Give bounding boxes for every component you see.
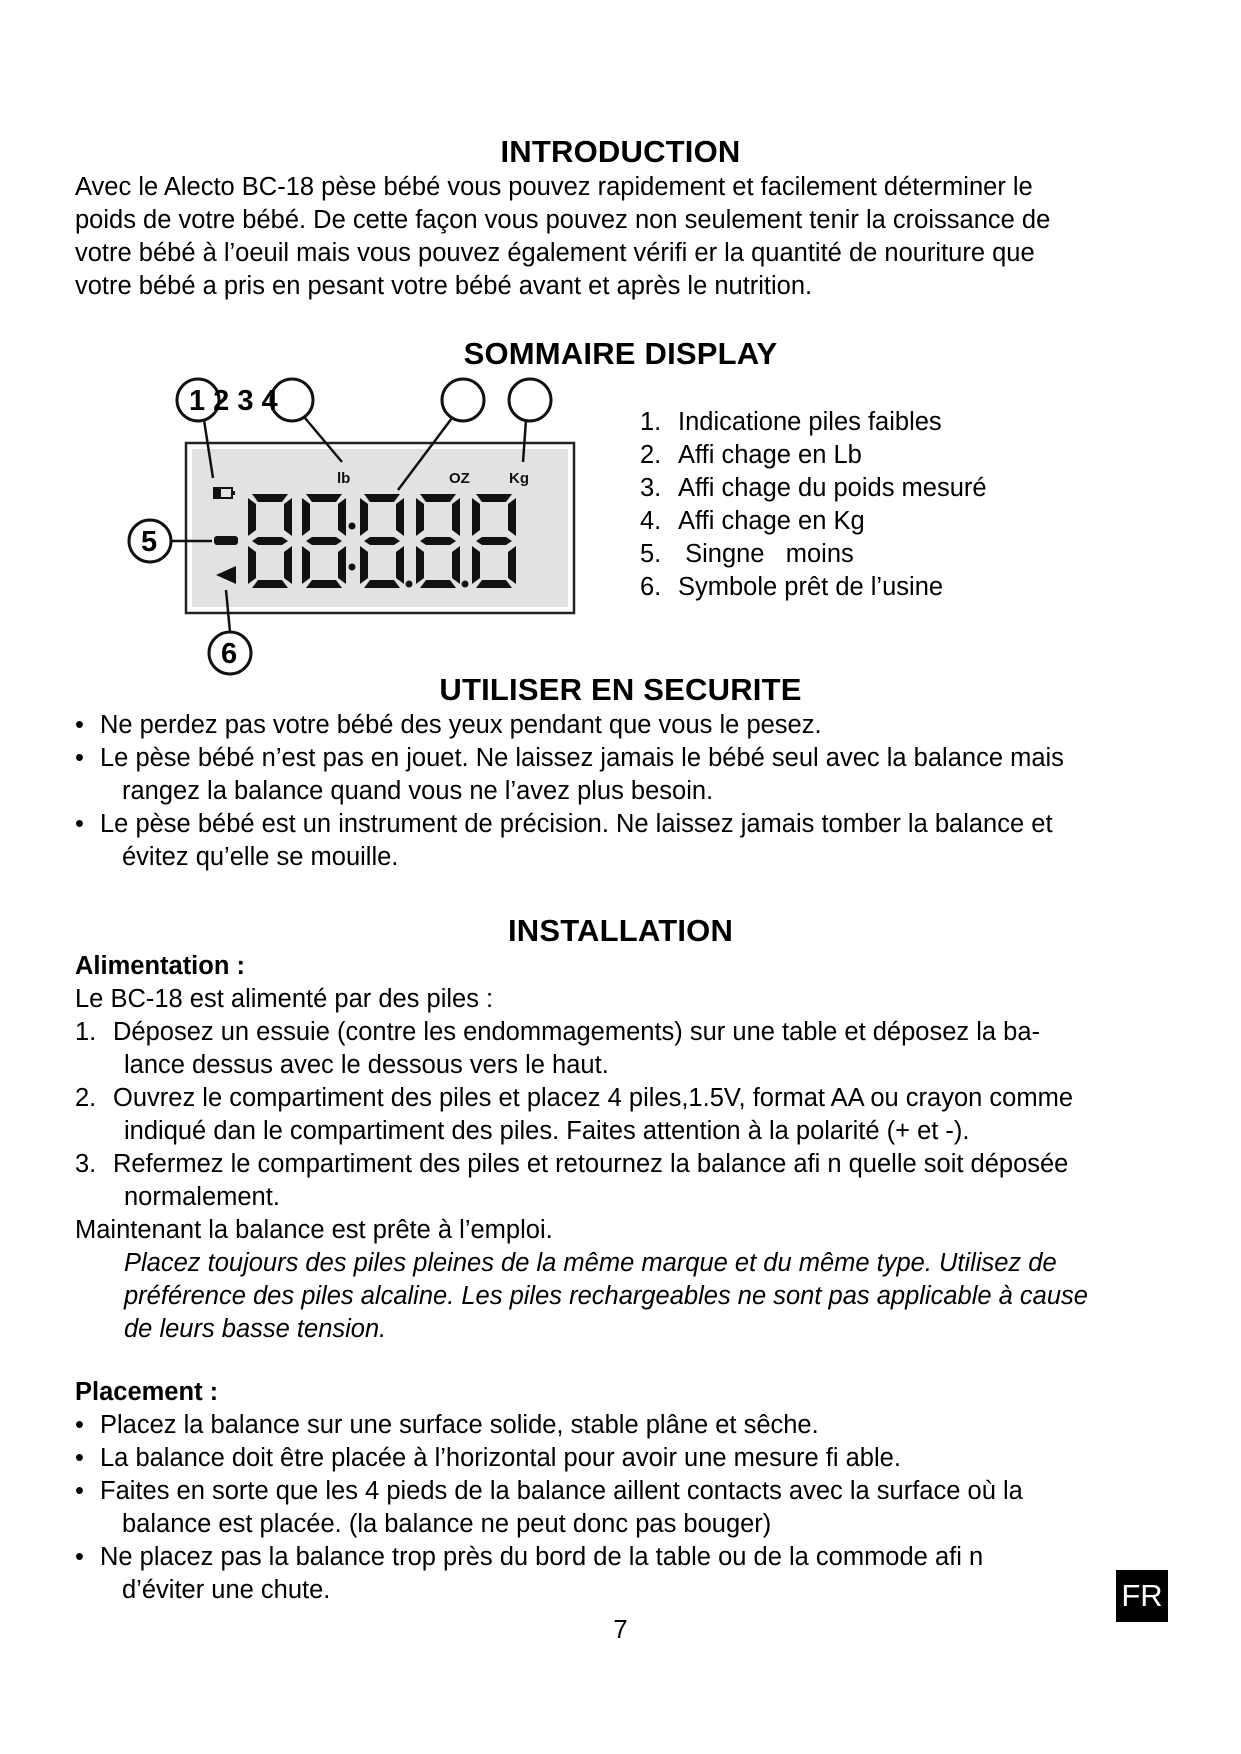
list-item: 1. Déposez un essuie (contre les endommagements) sur une table et déposez la ba- lance dessus avec le dessous vers le haut. (75, 1018, 1041, 1079)
installation-section (75, 950, 1185, 1346)
power-intro: Le BC-18 est alimenté par des piles : (75, 985, 494, 1013)
lcd-decimal-dot (462, 581, 469, 588)
introduction-line: votre bébé à l’oeuil mais vous pouvez également vérifi er la quantité de nouriture que (75, 239, 1035, 267)
callout-numbers-top: 1 2 3 4 (189, 385, 278, 417)
introduction-title: INTRODUCTION (500, 134, 741, 169)
page-number: 7 (613, 1616, 628, 1644)
list-item: • Faites en sorte que les 4 pieds de la balance aillent contacts avec la surface où la balance est placée. (la balance ne peut donc pas bouger) (75, 1477, 1023, 1538)
unit-oz-label: OZ (449, 470, 470, 487)
callout-number-6: 6 (221, 638, 238, 670)
battery-note-line: préférence des piles alcaline. Les piles rechargeables ne sont pas applicable à cause (124, 1282, 1088, 1310)
display-legend-item: 4. Affi chage en Kg (640, 507, 865, 535)
list-item: • Ne placez pas la balance trop près du bord de la table ou de la commode afi n d’éviter une chute. (75, 1543, 984, 1604)
safety-title: UTILISER EN SECURITE (439, 672, 802, 707)
list-item: 2. Ouvrez le compartiment des piles et placez 4 piles,1.5V, format AA ou crayon comme indiqué dan le compartiment des piles. Faites attention à la polarité (+ et -). (75, 1084, 1074, 1145)
placement-heading: Placement : (75, 1378, 219, 1406)
introduction-line: Avec le Alecto BC-18 pèse bébé vous pouvez rapidement et facilement déterminer le (75, 173, 1033, 201)
language-badge: FR (1116, 1570, 1168, 1622)
display-legend-item: 5. Singne moins (640, 540, 854, 568)
display-legend-list (640, 406, 1160, 604)
lcd-display-diagram (120, 370, 600, 680)
lcd-colon-dot (349, 564, 356, 571)
introduction-paragraph (75, 171, 1175, 303)
installation-title: INSTALLATION (507, 913, 734, 948)
display-legend-item: 1. Indicatione piles faibles (640, 408, 942, 436)
list-item: 3. Refermez le compartiment des piles et retournez la balance afi n quelle soit déposée normalement. (75, 1150, 1069, 1211)
battery-note-line: de leurs basse tension. (124, 1315, 387, 1343)
lcd-colon-dot (349, 523, 356, 530)
power-heading: Alimentation : (75, 952, 245, 980)
callout-circle-3 (442, 379, 484, 421)
callout-number-5: 5 (141, 526, 158, 558)
callout-circle-4 (509, 379, 551, 421)
list-item: • Le pèse bébé n’est pas en jouet. Ne laissez jamais le bébé seul avec la balance mais rangez la balance quand vous ne l’avez plus besoin. (75, 744, 1064, 805)
list-item: • Placez la balance sur une surface solide, stable plâne et sêche. (75, 1411, 819, 1439)
safety-list (75, 709, 1185, 874)
display-legend-item: 3. Affi chage du poids mesuré (640, 474, 987, 502)
battery-note (75, 1247, 1185, 1346)
list-item: • La balance doit être placée à l’horizontal pour avoir une mesure fi able. (75, 1444, 901, 1472)
display-legend-item: 6. Symbole prêt de l’usine (640, 573, 944, 601)
unit-kg-label: Kg (509, 470, 529, 487)
display-legend-item: 2. Affi chage en Lb (640, 441, 862, 469)
ready-statement: Maintenant la balance est prête à l’emploi. (75, 1216, 553, 1244)
introduction-line: poids de votre bébé. De cette façon vous pouvez non seulement tenir la croissance de (75, 206, 1051, 234)
placement-section (75, 1376, 1185, 1607)
display-summary-title: SOMMAIRE DISPLAY (463, 336, 778, 371)
introduction-line: votre bébé a pris en pesant votre bébé avant et après le nutrition. (75, 272, 813, 300)
lcd-decimal-dot (406, 581, 413, 588)
list-item: • Ne perdez pas votre bébé des yeux pendant que vous le pesez. (75, 711, 822, 739)
unit-lb-label: lb (337, 470, 351, 487)
minus-sign-segment (214, 536, 238, 545)
list-item: • Le pèse bébé est un instrument de précision. Ne laissez jamais tomber la balance et évitez qu’elle se mouille. (75, 810, 1053, 871)
battery-note-line: Placez toujours des piles pleines de la même marque et du même type. Utilisez de (124, 1249, 1057, 1277)
